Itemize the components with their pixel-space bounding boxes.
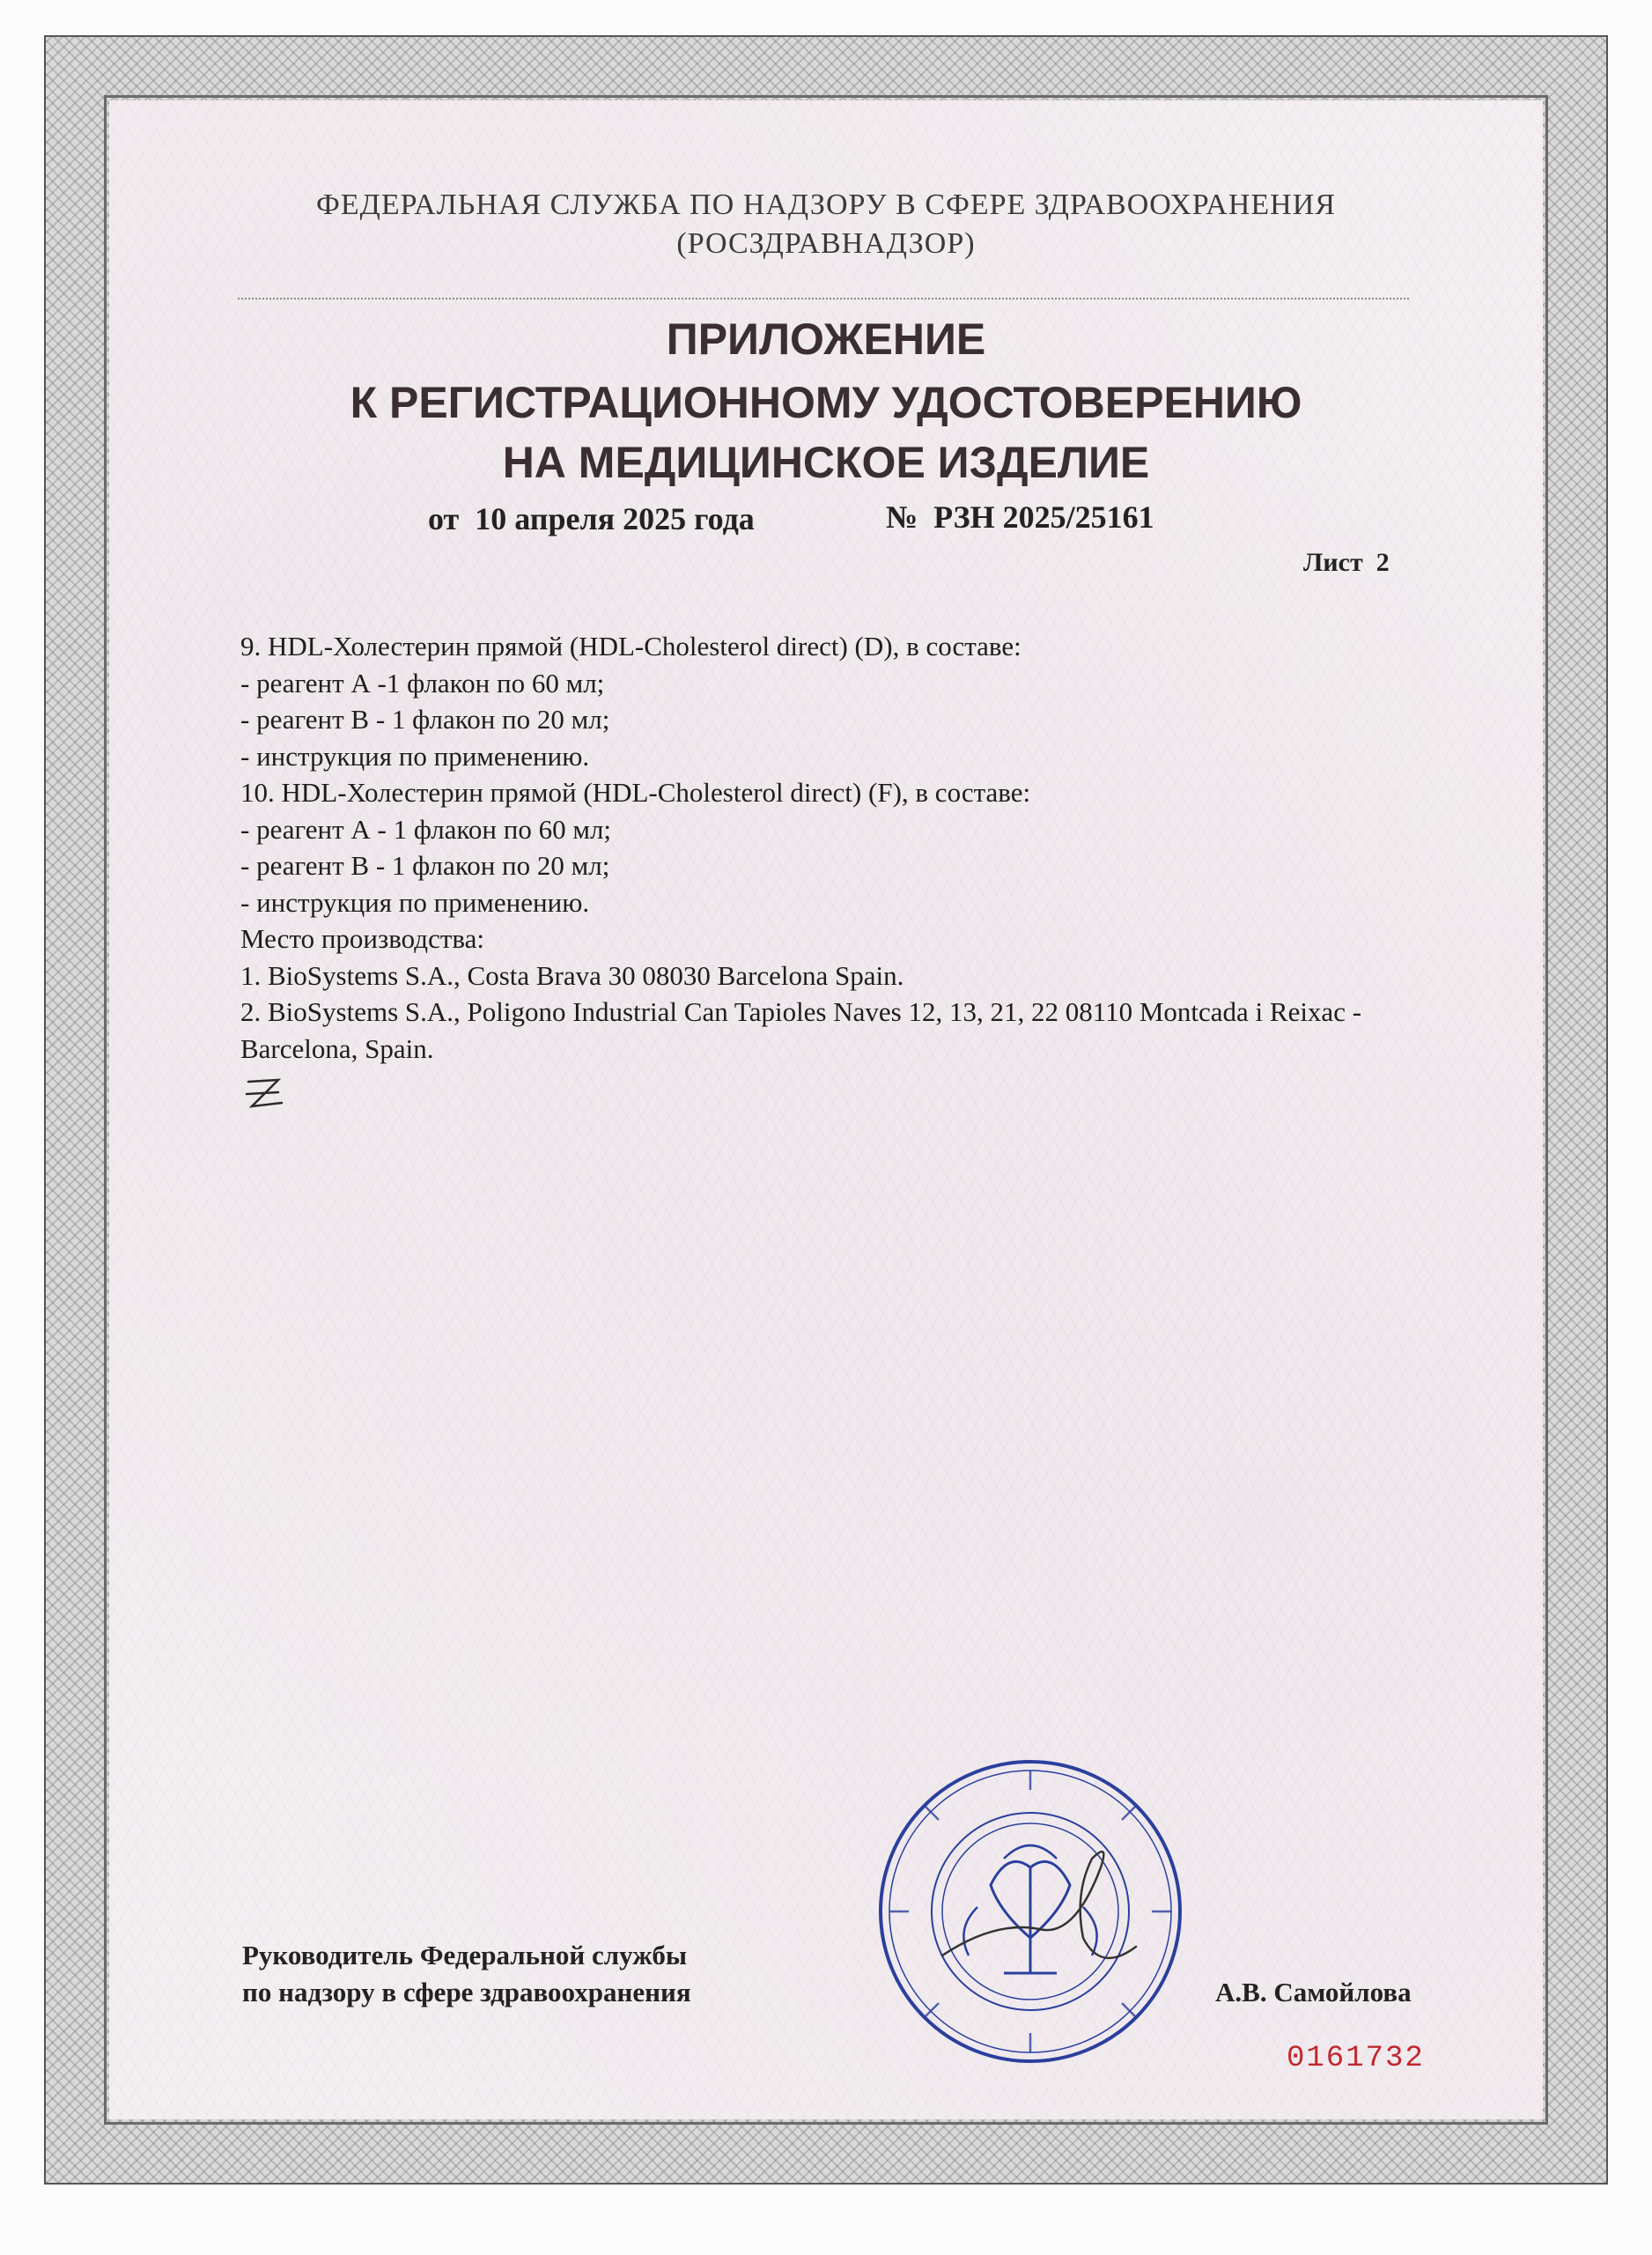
body-line: - инструкция по применению. (240, 886, 590, 918)
agency-name: ФЕДЕРАЛЬНАЯ СЛУЖБА ПО НАДЗОРУ В СФЕРЕ ЗДРАВООХРАНЕНИЯ (316, 189, 1336, 221)
body-line: Место производства: (240, 923, 484, 954)
body-line: - реагент А - 1 флакон по 60 мл; (240, 813, 612, 845)
body-line: - реагент В - 1 флакон по 20 мл; (240, 704, 610, 735)
document-title-line-1: ПРИЛОЖЕНИЕ (666, 314, 986, 364)
sheet-number: Лист 2 (1303, 548, 1390, 577)
handwritten-initial-mark (243, 1075, 287, 1114)
agency-abbreviation: (РОСЗДРАВНАДЗОР) (676, 227, 976, 260)
document-body (240, 628, 1447, 1067)
registration-date: от 10 апреля 2025 года (428, 501, 755, 536)
body-line: - инструкция по применению. (240, 740, 590, 772)
document-title-line-3: НА МЕДИЦИНСКОЕ ИЗДЕЛИЕ (502, 438, 1150, 487)
body-line: 9. HDL-Холестерин прямой (HDL-Cholesterol direct) (D), в составе: (240, 631, 1021, 662)
registration-number: № РЗН 2025/25161 (886, 499, 1154, 535)
serial-number: 0161732 (1287, 2042, 1425, 2075)
signer-position-line-2: по надзору в сфере здравоохранения (242, 1977, 691, 2007)
body-line: 2. BioSystems S.A., Poligono Industrial Can Tapioles Naves 12, 13, 21, 22 08110 Montcada i Reixac - Barcelona, Spain. (240, 996, 1362, 1064)
body-line: 10. HDL-Холестерин прямой (HDL-Cholesterol direct) (F), в составе: (240, 777, 1031, 808)
document-title-line-2: К РЕГИСТРАЦИОННОМУ УДОСТОВЕРЕНИЮ (350, 378, 1302, 427)
body-line: 1. BioSystems S.A., Costa Brava 30 08030 Barcelona Spain. (240, 959, 904, 991)
header-divider (238, 298, 1409, 299)
signer-position-line-1: Руководитель Федеральной службы (242, 1940, 688, 1970)
body-line: - реагент А -1 флакон по 60 мл; (240, 667, 605, 699)
official-seal-icon (872, 1753, 1189, 2070)
signer-name: А.В. Самойлова (1215, 1977, 1412, 2007)
body-line: - реагент В - 1 флакон по 20 мл; (240, 850, 610, 881)
